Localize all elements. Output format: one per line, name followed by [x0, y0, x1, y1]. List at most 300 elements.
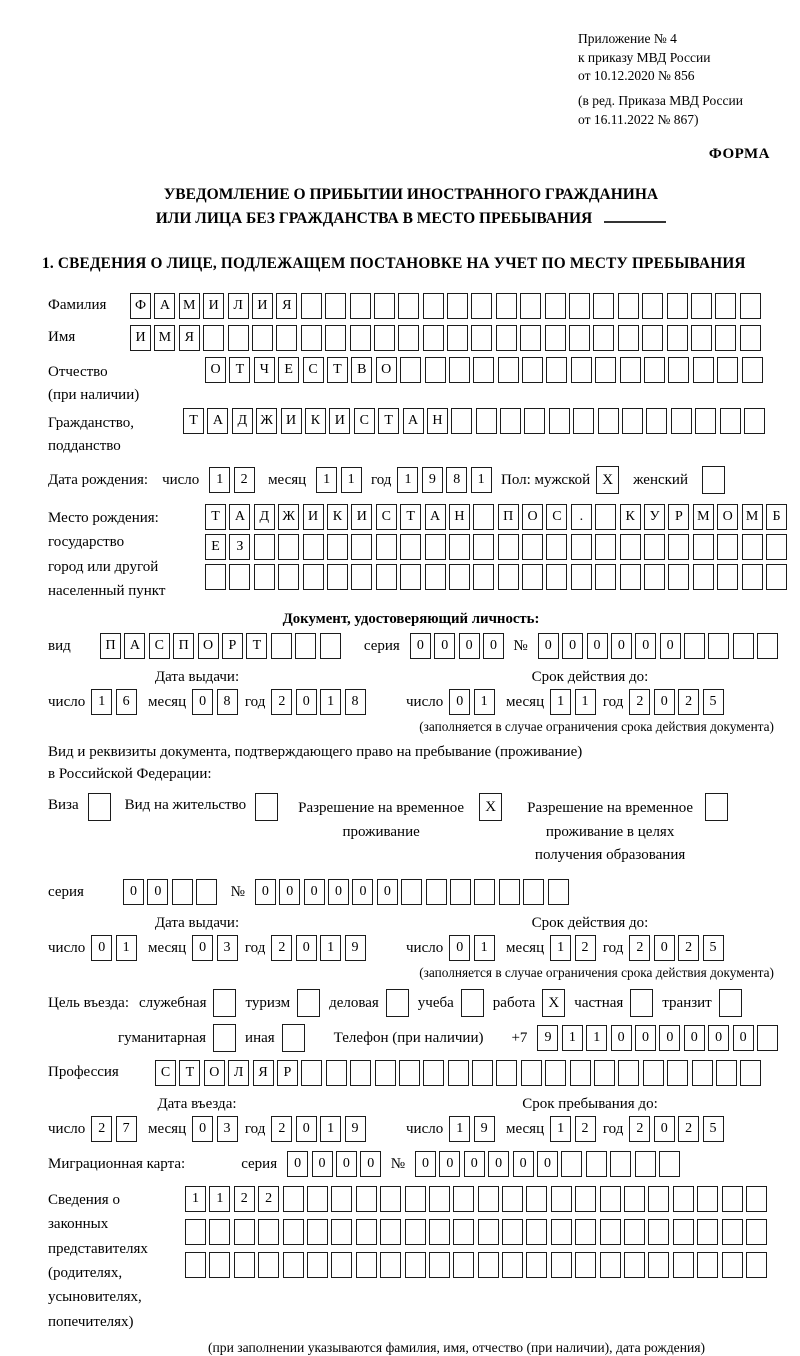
form-cell[interactable]: К	[305, 408, 326, 434]
form-cell[interactable]: И	[281, 408, 302, 434]
form-cell[interactable]: 1	[550, 1116, 571, 1142]
form-cell[interactable]: А	[124, 633, 145, 659]
form-cell[interactable]	[303, 534, 324, 560]
form-cell[interactable]: 0	[415, 1151, 436, 1177]
form-cell[interactable]: 2	[575, 1116, 596, 1142]
form-cell[interactable]	[476, 408, 497, 434]
form-cell[interactable]	[307, 1252, 328, 1278]
form-cell[interactable]	[715, 293, 736, 319]
form-cell[interactable]	[499, 879, 520, 905]
form-cell[interactable]: Я	[253, 1060, 274, 1086]
form-cell[interactable]	[303, 564, 324, 590]
form-cell[interactable]	[716, 1060, 737, 1086]
form-cell[interactable]: Л	[228, 1060, 249, 1086]
form-cell[interactable]: 0	[587, 633, 608, 659]
form-cell[interactable]: 8	[446, 467, 467, 493]
form-cell[interactable]: 0	[537, 1151, 558, 1177]
form-cell[interactable]	[331, 1252, 352, 1278]
form-cell[interactable]	[283, 1252, 304, 1278]
form-cell[interactable]: 0	[352, 879, 373, 905]
form-cell[interactable]: Я	[276, 293, 297, 319]
form-cell[interactable]	[746, 1252, 767, 1278]
form-cell[interactable]	[733, 633, 754, 659]
form-cell[interactable]	[620, 357, 641, 383]
form-cell[interactable]: Ф	[130, 293, 151, 319]
form-cell[interactable]	[546, 534, 567, 560]
form-cell[interactable]	[327, 534, 348, 560]
form-cell[interactable]	[356, 1186, 377, 1212]
form-cell[interactable]	[667, 1060, 688, 1086]
form-cell[interactable]	[405, 1186, 426, 1212]
form-cell[interactable]: 0	[255, 879, 276, 905]
form-cell[interactable]	[643, 1060, 664, 1086]
form-cell[interactable]	[618, 293, 639, 319]
form-cell[interactable]	[551, 1252, 572, 1278]
form-cell[interactable]	[425, 534, 446, 560]
form-cell[interactable]: О	[717, 504, 738, 530]
form-cell[interactable]: 1	[474, 689, 495, 715]
form-cell[interactable]	[624, 1219, 645, 1245]
form-cell[interactable]	[620, 534, 641, 560]
option-checkbox[interactable]: X	[479, 793, 502, 821]
form-cell[interactable]	[400, 357, 421, 383]
form-cell[interactable]	[374, 325, 395, 351]
option-checkbox[interactable]	[630, 989, 653, 1017]
form-cell[interactable]	[423, 325, 444, 351]
form-cell[interactable]	[571, 534, 592, 560]
form-cell[interactable]: 3	[217, 1116, 238, 1142]
form-cell[interactable]: 0	[296, 935, 317, 961]
form-cell[interactable]	[478, 1186, 499, 1212]
form-cell[interactable]: Т	[229, 357, 250, 383]
option-checkbox[interactable]: X	[542, 989, 565, 1017]
form-cell[interactable]: 1	[209, 1186, 230, 1212]
form-cell[interactable]	[593, 293, 614, 319]
form-cell[interactable]: 0	[449, 935, 470, 961]
form-cell[interactable]	[351, 534, 372, 560]
form-cell[interactable]: 0	[296, 1116, 317, 1142]
form-cell[interactable]	[449, 564, 470, 590]
form-cell[interactable]	[425, 564, 446, 590]
form-cell[interactable]	[301, 325, 322, 351]
form-cell[interactable]: 0	[684, 1025, 705, 1051]
form-cell[interactable]	[520, 325, 541, 351]
form-cell[interactable]	[693, 534, 714, 560]
form-cell[interactable]: 0	[279, 879, 300, 905]
form-cell[interactable]: П	[173, 633, 194, 659]
form-cell[interactable]	[624, 1252, 645, 1278]
form-cell[interactable]: 2	[234, 467, 255, 493]
form-cell[interactable]	[715, 325, 736, 351]
form-cell[interactable]	[498, 534, 519, 560]
form-cell[interactable]: 0	[483, 633, 504, 659]
form-cell[interactable]: А	[229, 504, 250, 530]
form-cell[interactable]: П	[100, 633, 121, 659]
form-cell[interactable]	[697, 1252, 718, 1278]
form-cell[interactable]	[356, 1252, 377, 1278]
form-cell[interactable]: 0	[654, 689, 675, 715]
form-cell[interactable]: М	[742, 504, 763, 530]
form-cell[interactable]	[423, 1060, 444, 1086]
form-cell[interactable]: 2	[271, 689, 292, 715]
option-checkbox[interactable]	[213, 1024, 236, 1052]
form-cell[interactable]	[301, 1060, 322, 1086]
form-cell[interactable]	[205, 564, 226, 590]
form-cell[interactable]	[453, 1252, 474, 1278]
form-cell[interactable]	[546, 357, 567, 383]
form-cell[interactable]	[575, 1186, 596, 1212]
form-cell[interactable]	[451, 408, 472, 434]
form-cell[interactable]	[595, 357, 616, 383]
form-cell[interactable]: 0	[538, 633, 559, 659]
form-cell[interactable]	[380, 1252, 401, 1278]
form-cell[interactable]: Т	[179, 1060, 200, 1086]
form-cell[interactable]	[450, 879, 471, 905]
form-cell[interactable]: 0	[377, 879, 398, 905]
form-cell[interactable]: 9	[422, 467, 443, 493]
form-cell[interactable]	[278, 564, 299, 590]
form-cell[interactable]: 0	[611, 633, 632, 659]
form-cell[interactable]: 0	[410, 633, 431, 659]
form-cell[interactable]: Т	[205, 504, 226, 530]
form-cell[interactable]	[622, 408, 643, 434]
form-cell[interactable]: Д	[232, 408, 253, 434]
form-cell[interactable]: С	[546, 504, 567, 530]
form-cell[interactable]: 1	[116, 935, 137, 961]
form-cell[interactable]	[429, 1252, 450, 1278]
form-cell[interactable]	[325, 293, 346, 319]
form-cell[interactable]	[471, 325, 492, 351]
form-cell[interactable]: А	[425, 504, 446, 530]
form-cell[interactable]: 0	[654, 1116, 675, 1142]
form-cell[interactable]: 0	[659, 1025, 680, 1051]
form-cell[interactable]: 2	[678, 689, 699, 715]
form-cell[interactable]: Р	[277, 1060, 298, 1086]
male-checkbox[interactable]: X	[596, 466, 619, 494]
option-checkbox[interactable]	[282, 1024, 305, 1052]
form-cell[interactable]	[307, 1219, 328, 1245]
option-checkbox[interactable]	[461, 989, 484, 1017]
form-cell[interactable]: К	[327, 504, 348, 530]
option-checkbox[interactable]	[255, 793, 278, 821]
form-cell[interactable]	[526, 1186, 547, 1212]
form-cell[interactable]	[473, 564, 494, 590]
form-cell[interactable]	[595, 504, 616, 530]
form-cell[interactable]	[648, 1186, 669, 1212]
form-cell[interactable]	[350, 325, 371, 351]
form-cell[interactable]: 0	[708, 1025, 729, 1051]
form-cell[interactable]: 0	[192, 935, 213, 961]
form-cell[interactable]	[502, 1252, 523, 1278]
form-cell[interactable]	[742, 564, 763, 590]
form-cell[interactable]	[569, 293, 590, 319]
form-cell[interactable]	[684, 633, 705, 659]
form-cell[interactable]	[693, 357, 714, 383]
form-cell[interactable]	[426, 879, 447, 905]
form-cell[interactable]: 1	[320, 935, 341, 961]
form-cell[interactable]	[642, 325, 663, 351]
form-cell[interactable]: С	[155, 1060, 176, 1086]
form-cell[interactable]: 2	[91, 1116, 112, 1142]
form-cell[interactable]	[659, 1151, 680, 1177]
form-cell[interactable]: 2	[271, 1116, 292, 1142]
form-cell[interactable]: 2	[678, 1116, 699, 1142]
form-cell[interactable]: 1	[575, 689, 596, 715]
form-cell[interactable]	[526, 1252, 547, 1278]
form-cell[interactable]	[449, 534, 470, 560]
form-cell[interactable]	[545, 325, 566, 351]
form-cell[interactable]	[598, 408, 619, 434]
form-cell[interactable]	[570, 1060, 591, 1086]
form-cell[interactable]	[717, 357, 738, 383]
form-cell[interactable]: 0	[449, 689, 470, 715]
form-cell[interactable]: Т	[183, 408, 204, 434]
form-cell[interactable]	[254, 564, 275, 590]
form-cell[interactable]	[203, 325, 224, 351]
form-cell[interactable]	[526, 1219, 547, 1245]
form-cell[interactable]	[307, 1186, 328, 1212]
form-cell[interactable]	[301, 293, 322, 319]
form-cell[interactable]	[376, 564, 397, 590]
form-cell[interactable]	[593, 325, 614, 351]
form-cell[interactable]: 0	[562, 633, 583, 659]
form-cell[interactable]	[545, 1060, 566, 1086]
form-cell[interactable]: 0	[459, 633, 480, 659]
form-cell[interactable]	[595, 564, 616, 590]
form-cell[interactable]	[380, 1219, 401, 1245]
form-cell[interactable]	[258, 1252, 279, 1278]
form-cell[interactable]	[374, 293, 395, 319]
form-cell[interactable]: О	[205, 357, 226, 383]
form-cell[interactable]	[668, 534, 689, 560]
form-cell[interactable]: 0	[304, 879, 325, 905]
form-cell[interactable]	[717, 564, 738, 590]
form-cell[interactable]	[520, 293, 541, 319]
form-cell[interactable]: 0	[488, 1151, 509, 1177]
form-cell[interactable]: 1	[550, 689, 571, 715]
form-cell[interactable]: 0	[635, 633, 656, 659]
form-cell[interactable]	[448, 1060, 469, 1086]
form-cell[interactable]	[350, 1060, 371, 1086]
form-cell[interactable]: Н	[449, 504, 470, 530]
form-cell[interactable]	[283, 1186, 304, 1212]
form-cell[interactable]: 0	[312, 1151, 333, 1177]
form-cell[interactable]: М	[154, 325, 175, 351]
form-cell[interactable]	[722, 1186, 743, 1212]
form-cell[interactable]	[692, 1060, 713, 1086]
form-cell[interactable]	[500, 408, 521, 434]
form-cell[interactable]: 3	[217, 935, 238, 961]
form-cell[interactable]	[229, 564, 250, 590]
form-cell[interactable]: 0	[360, 1151, 381, 1177]
form-cell[interactable]: 7	[116, 1116, 137, 1142]
form-cell[interactable]	[356, 1219, 377, 1245]
form-cell[interactable]	[600, 1219, 621, 1245]
form-cell[interactable]	[551, 1219, 572, 1245]
form-cell[interactable]: 1	[316, 467, 337, 493]
form-cell[interactable]	[496, 325, 517, 351]
form-cell[interactable]	[671, 408, 692, 434]
form-cell[interactable]: О	[522, 504, 543, 530]
form-cell[interactable]	[376, 534, 397, 560]
form-cell[interactable]	[595, 534, 616, 560]
form-cell[interactable]	[668, 357, 689, 383]
form-cell[interactable]: 0	[296, 689, 317, 715]
form-cell[interactable]: Т	[400, 504, 421, 530]
form-cell[interactable]	[423, 293, 444, 319]
form-cell[interactable]: М	[179, 293, 200, 319]
form-cell[interactable]: 2	[234, 1186, 255, 1212]
form-cell[interactable]	[695, 408, 716, 434]
form-cell[interactable]	[600, 1186, 621, 1212]
form-cell[interactable]: 0	[192, 1116, 213, 1142]
form-cell[interactable]: А	[403, 408, 424, 434]
form-cell[interactable]	[571, 564, 592, 590]
form-cell[interactable]: У	[644, 504, 665, 530]
form-cell[interactable]: 1	[471, 467, 492, 493]
form-cell[interactable]	[720, 408, 741, 434]
form-cell[interactable]: 1	[586, 1025, 607, 1051]
form-cell[interactable]	[548, 879, 569, 905]
form-cell[interactable]	[635, 1151, 656, 1177]
form-cell[interactable]	[320, 633, 341, 659]
form-cell[interactable]: Т	[378, 408, 399, 434]
form-cell[interactable]: И	[351, 504, 372, 530]
form-cell[interactable]: Е	[205, 534, 226, 560]
form-cell[interactable]	[740, 325, 761, 351]
form-cell[interactable]	[691, 293, 712, 319]
form-cell[interactable]: Ч	[254, 357, 275, 383]
form-cell[interactable]: О	[204, 1060, 225, 1086]
form-cell[interactable]: 0	[635, 1025, 656, 1051]
form-cell[interactable]	[398, 293, 419, 319]
form-cell[interactable]	[746, 1219, 767, 1245]
form-cell[interactable]	[498, 357, 519, 383]
form-cell[interactable]	[429, 1186, 450, 1212]
option-checkbox[interactable]	[213, 989, 236, 1017]
form-cell[interactable]	[523, 879, 544, 905]
form-cell[interactable]: 1	[341, 467, 362, 493]
form-cell[interactable]	[667, 325, 688, 351]
form-cell[interactable]: 0	[336, 1151, 357, 1177]
form-cell[interactable]	[668, 564, 689, 590]
form-cell[interactable]	[575, 1252, 596, 1278]
form-cell[interactable]: 1	[320, 689, 341, 715]
form-cell[interactable]	[234, 1219, 255, 1245]
form-cell[interactable]	[740, 1060, 761, 1086]
form-cell[interactable]: 9	[474, 1116, 495, 1142]
form-cell[interactable]	[673, 1252, 694, 1278]
form-cell[interactable]	[351, 564, 372, 590]
form-cell[interactable]: 1	[91, 689, 112, 715]
option-checkbox[interactable]	[297, 989, 320, 1017]
form-cell[interactable]: 0	[192, 689, 213, 715]
form-cell[interactable]: 0	[123, 879, 144, 905]
form-cell[interactable]	[697, 1219, 718, 1245]
form-cell[interactable]: 1	[562, 1025, 583, 1051]
form-cell[interactable]	[742, 534, 763, 560]
form-cell[interactable]: 1	[449, 1116, 470, 1142]
form-cell[interactable]: И	[130, 325, 151, 351]
form-cell[interactable]: С	[354, 408, 375, 434]
form-cell[interactable]	[496, 293, 517, 319]
form-cell[interactable]: Н	[427, 408, 448, 434]
form-cell[interactable]: Я	[179, 325, 200, 351]
form-cell[interactable]	[405, 1252, 426, 1278]
form-cell[interactable]	[610, 1151, 631, 1177]
form-cell[interactable]	[646, 408, 667, 434]
form-cell[interactable]: И	[252, 293, 273, 319]
form-cell[interactable]	[496, 1060, 517, 1086]
form-cell[interactable]	[502, 1186, 523, 1212]
form-cell[interactable]	[740, 293, 761, 319]
form-cell[interactable]	[331, 1219, 352, 1245]
form-cell[interactable]: Б	[766, 504, 787, 530]
form-cell[interactable]	[620, 564, 641, 590]
option-checkbox[interactable]	[88, 793, 111, 821]
form-cell[interactable]	[569, 325, 590, 351]
option-checkbox[interactable]	[705, 793, 728, 821]
form-cell[interactable]	[326, 1060, 347, 1086]
form-cell[interactable]	[722, 1219, 743, 1245]
form-cell[interactable]: О	[198, 633, 219, 659]
form-cell[interactable]	[766, 534, 787, 560]
form-cell[interactable]	[400, 534, 421, 560]
option-checkbox[interactable]	[386, 989, 409, 1017]
form-cell[interactable]	[648, 1219, 669, 1245]
form-cell[interactable]: 0	[464, 1151, 485, 1177]
form-cell[interactable]	[400, 564, 421, 590]
form-cell[interactable]: А	[207, 408, 228, 434]
form-cell[interactable]: 0	[434, 633, 455, 659]
form-cell[interactable]	[522, 534, 543, 560]
form-cell[interactable]	[254, 534, 275, 560]
form-cell[interactable]	[278, 534, 299, 560]
form-cell[interactable]	[185, 1219, 206, 1245]
form-cell[interactable]: С	[376, 504, 397, 530]
form-cell[interactable]: Ж	[278, 504, 299, 530]
form-cell[interactable]	[757, 633, 778, 659]
form-cell[interactable]: Д	[254, 504, 275, 530]
form-cell[interactable]: 2	[629, 689, 650, 715]
form-cell[interactable]	[551, 1186, 572, 1212]
form-cell[interactable]: Р	[222, 633, 243, 659]
form-cell[interactable]: 1	[397, 467, 418, 493]
form-cell[interactable]	[252, 325, 273, 351]
form-cell[interactable]: Л	[228, 293, 249, 319]
form-cell[interactable]: 0	[733, 1025, 754, 1051]
form-cell[interactable]: .	[571, 504, 592, 530]
form-cell[interactable]	[449, 357, 470, 383]
form-cell[interactable]	[693, 564, 714, 590]
form-cell[interactable]: Ж	[256, 408, 277, 434]
form-cell[interactable]: 9	[345, 935, 366, 961]
form-cell[interactable]	[405, 1219, 426, 1245]
form-cell[interactable]: 0	[660, 633, 681, 659]
form-cell[interactable]	[757, 1025, 778, 1051]
form-cell[interactable]: 2	[271, 935, 292, 961]
form-cell[interactable]	[473, 534, 494, 560]
form-cell[interactable]: Р	[668, 504, 689, 530]
form-cell[interactable]	[453, 1186, 474, 1212]
form-cell[interactable]	[471, 293, 492, 319]
form-cell[interactable]: Т	[246, 633, 267, 659]
form-cell[interactable]	[228, 325, 249, 351]
form-cell[interactable]: О	[376, 357, 397, 383]
form-cell[interactable]: 9	[345, 1116, 366, 1142]
form-cell[interactable]	[618, 1060, 639, 1086]
form-cell[interactable]	[717, 534, 738, 560]
